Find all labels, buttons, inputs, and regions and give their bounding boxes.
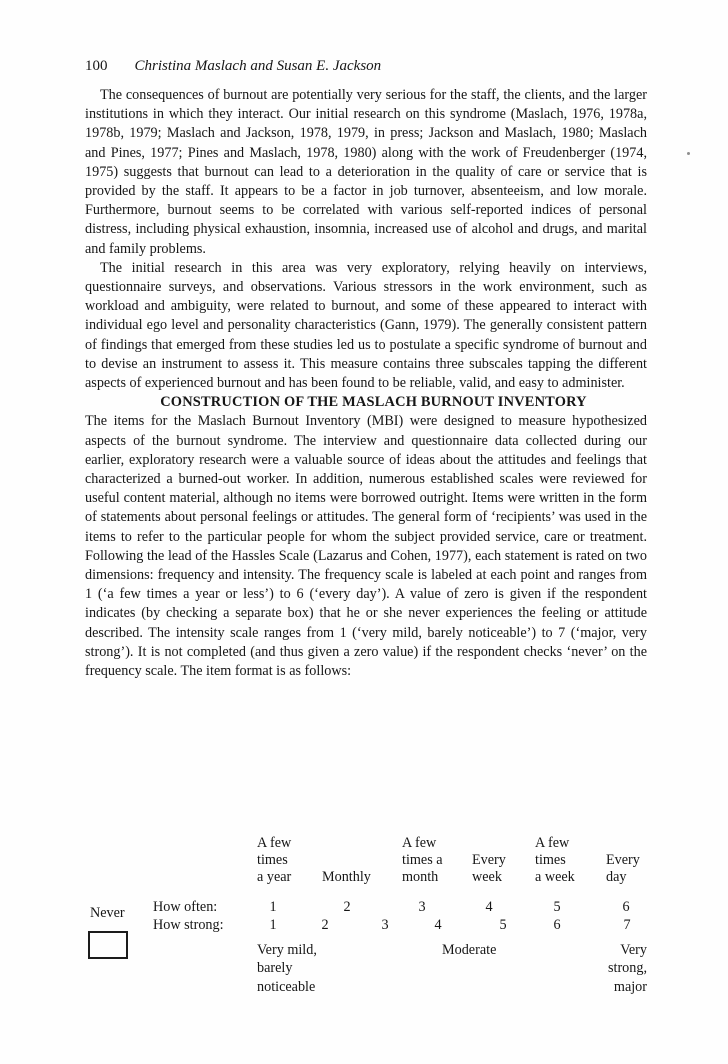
frequency-value: 5 (553, 899, 561, 915)
frequency-value: 4 (485, 899, 493, 915)
intensity-value: 3 (381, 917, 389, 933)
frequency-header: A few times a week (535, 835, 575, 886)
frequency-value: 6 (622, 899, 630, 915)
scan-artifact-dot (687, 152, 690, 155)
intensity-value: 1 (269, 917, 277, 933)
paragraph-consequences: The consequences of burnout are potentially very serious for the staff, the clients, and the larger institutions in which they interact. Our initial research on this syndrome (Maslach, 1976, 1978a, 1978b, 1979; Maslach and Jackson, 1978, 1979, in press; Jackson and Maslach, 1980; Maslach and Pines, 1977; Pines and Maslach, 1978, 1980) along with the work of Freudenberger (1974, 1975) suggests that burnout can lead to a deterioration in the quality of care or service that is provided by the staff. It appears to be a factor in job turnover, absenteeism, and low morale. Furthermore, burnout seems to be correlated with various self-reported indices of personal distress, including physical exhaustion, insomnia, increased use of alcohol and drugs, and marital and family problems. (85, 87, 647, 257)
page-number: 100 (85, 58, 108, 74)
frequency-value: 2 (343, 899, 351, 915)
frequency-value: 3 (418, 899, 426, 915)
intensity-value: 6 (553, 917, 561, 933)
frequency-value: 1 (269, 899, 277, 915)
paragraph-initial-research: The initial research in this area was very exploratory, relying heavily on interviews, questionnaire surveys, and observations. Various stressors in the work environment, such as workload and ambiguity, were related to burnout, and some of these appeared to interact with individual ego level and personality characteristics (Gann, 1979). The generally consistent pattern of findings that emerged from these studies led us to postulate a specific syndrome of burnout and to devise an instrument to assess it. This measure contains three subscales tapping the different aspects of experienced burnout and has been found to be reliable, valid, and easy to administer. (85, 259, 647, 392)
section-heading: CONSTRUCTION OF THE MASLACH BURNOUT INVENTORY (160, 394, 587, 411)
frequency-header: A few times a month (402, 835, 443, 886)
intensity-anchor: Very mild, barely noticeable (257, 942, 317, 995)
intensity-row-label: How strong: (153, 917, 224, 933)
running-head-title: Christina Maslach and Susan E. Jackson (134, 58, 382, 74)
intensity-value: 5 (499, 917, 507, 933)
intensity-anchor: Very strong, major (607, 942, 647, 995)
frequency-header: Every week (472, 852, 506, 886)
never-label: Never (90, 905, 125, 921)
intensity-anchor: Moderate (442, 942, 497, 958)
frequency-row-label: How often: (153, 899, 218, 915)
frequency-header: Every day (606, 852, 640, 886)
frequency-header: A few times a year (257, 835, 292, 886)
frequency-header: Monthly (322, 869, 371, 886)
never-checkbox (88, 931, 128, 959)
intensity-value: 2 (321, 917, 329, 933)
paragraph-mbi-items: The items for the Maslach Burnout Inventory (MBI) were designed to measure hypothesized aspects of the burnout syndrome. The interview and questionnaire data collected during our earlier, exploratory research were a valuable source of ideas about the attitudes and feelings that characterized a burned-out worker. In addition, numerous established scales were reviewed for useful content material, although no items were borrowed outright. Items were written in the form of statements about personal feelings or attitudes. The general form of ‘recipients’ was used in the items to refer to the particular people for whom the subject provided service, care or treatment. Following the lead of the Hassles Scale (Lazarus and Cohen, 1977), each statement is rated on two dimensions: frequency and intensity. The frequency scale is labeled at each point and ranges from 1 (‘a few times a year or less’) to 6 (‘every day’). A value of zero is given if the respondent indicates (by checking a separate box) that he or she never experiences the feeling or attitude described. The intensity scale ranges from 1 (‘very mild, barely noticeable’) to 7 (‘major, very strong’). It is not completed (and thus given a zero value) if the respondent checks ‘never’ on the frequency scale. The item format is as follows: (85, 413, 647, 680)
intensity-value: 7 (623, 917, 631, 933)
intensity-value: 4 (434, 917, 442, 933)
